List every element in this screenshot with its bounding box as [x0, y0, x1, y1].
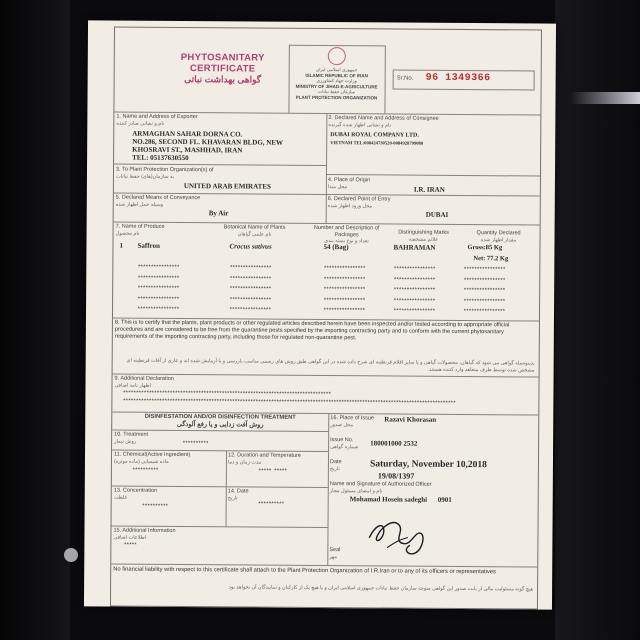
conveyance-label-fa: وسیله حمل اظهار شده [115, 201, 164, 208]
filler-cell: **************** [137, 295, 179, 303]
treatment-date-value: ********** [257, 500, 284, 508]
consignee-line: DUBAI ROYAL COMPANY LTD. [330, 132, 419, 139]
additional-info-label-fa: اطلاعات اضافی [113, 534, 147, 541]
seal-label-fa: مهر [329, 554, 338, 561]
authority-fa-org: سازمان حفظ نباتات [317, 88, 356, 95]
exporter-line: ARMAGHAN SAHAR DORNA CO. [132, 129, 243, 139]
officer-name: Mohamad Hosein sadeghi [349, 495, 428, 504]
ppo-label-fa: به سازمان(های) حفظ نباتات [115, 173, 175, 180]
ppo-value: UNITED ARAB EMIRATES [183, 182, 271, 191]
issue-no-label-fa: شماره گواهی [330, 444, 359, 451]
filler-cell: **************** [463, 307, 505, 316]
header-text-fa: مقدار اظهار شده [480, 236, 517, 243]
filler-cell: **************** [393, 286, 435, 294]
filler-cell: **************** [137, 284, 179, 293]
filler-cell: **************** [229, 264, 271, 272]
header-text: Botanical Name of Plants [223, 224, 286, 231]
filler-cell: **************** [229, 306, 271, 314]
place-of-issue: Razavi Khorasan [384, 415, 437, 424]
chemical-label: 11. Chemical(Active Ingredient) [113, 451, 191, 459]
filler-cell: **************** [393, 297, 435, 305]
header-text: Distinguishing Marks [398, 229, 449, 236]
exporter-address [132, 130, 283, 163]
issue-date-label-fa: تاریخ [329, 466, 340, 473]
duration-label-fa: مدت زمان و دما [227, 459, 262, 466]
certificate-title [167, 52, 279, 86]
consignee-label-fa: نام و نشانی اظهار شده گیرنده [328, 122, 391, 129]
issue-number: 180001000 2532 [370, 439, 418, 448]
produce-header-quantity [460, 230, 538, 243]
additional-info-value: ***** [123, 541, 137, 549]
title-en: PHYTOSANITARY CERTIFICATE [180, 52, 265, 75]
produce-header-botanical [210, 224, 300, 237]
consignee-address [330, 131, 423, 148]
place-of-issue-label: 16. Place of Issue [330, 415, 375, 422]
conveyance-label: 5. Declared Means of Conveyance [115, 194, 201, 202]
exporter-label: 1. Name and Address of Exporter [116, 113, 198, 121]
issue-no-label: Issue No. [330, 437, 354, 444]
officer-label: Name and Signature of Authorized Officer [329, 481, 432, 488]
duration-label: 12. Duration and Temperature [227, 452, 302, 459]
entry-label-fa: محل ورود اظهار شده [327, 203, 373, 210]
authority-fa-ministry: وزارت جهاد کشاورزی [316, 77, 357, 84]
exporter-line: KHOSRAVI ST., MASHHAD, IRAN [132, 145, 243, 155]
header-text: 7. Name of Produce [115, 223, 165, 230]
header-text-fa: نام علمی گیاهان [237, 230, 272, 238]
produce-header-packages [307, 225, 385, 245]
row-number: 1 [119, 241, 124, 250]
header-text-fa: نام محصول [115, 230, 140, 237]
filler-cell: **************** [463, 276, 505, 284]
treatment-label: 10. Treatment [114, 431, 149, 438]
light-glare [570, 92, 640, 104]
filler-cell: **************** [229, 295, 271, 304]
packages-value: 54 (Bag) [323, 243, 349, 252]
treatment-date-label: 14. Date [227, 488, 249, 495]
certificate-frame [110, 27, 542, 610]
produce-header-name [116, 224, 200, 237]
authority-fa-top: جمهوری اسلامی ایران [315, 66, 358, 73]
botanical-name: Crocus sativus [229, 242, 272, 251]
concentration-value: ********** [141, 502, 168, 510]
treatment-value: ********** [182, 440, 209, 448]
light-glare-small [64, 548, 78, 562]
treatment-date-label-fa: تاریخ [227, 495, 238, 502]
consignee-line: VIETNAM TEL:008424730520-0084928799080 [330, 140, 424, 146]
filler-cell: **************** [137, 263, 179, 272]
filler-cell: **************** [393, 307, 435, 315]
filler-cell: **************** [393, 265, 435, 273]
filler-row [117, 264, 539, 275]
origin-label-fa: محل مبدا [327, 184, 348, 191]
certification-statement [115, 320, 535, 345]
treatment-title-block [112, 414, 328, 430]
exporter-line: NO.286, SECOND FL. KHAVARAN BLDG, NEW [132, 137, 284, 147]
treatment-title-fa: روش آفت زدایی و یا رفع آلودگی [176, 421, 264, 429]
issue-date-persian: 19/08/1397 [377, 471, 415, 481]
chemical-label-fa: ماده شیمیایی (ماده موثره) [113, 458, 169, 465]
duration-value: ***** ***** [257, 467, 287, 475]
filler-cell: **************** [463, 265, 505, 274]
background-left [0, 0, 70, 640]
header-text-fa: علائم مشخصه [408, 236, 439, 243]
filler-cell: **************** [323, 265, 365, 273]
consignee-label: 2. Declared Name and Address of Consignee [328, 115, 439, 122]
entry-label: 6. Declared Point of Entry [327, 196, 391, 203]
serial-label: Sr.No. [396, 75, 414, 82]
liability-disclaimer: No financial liability with respect to this certificate shall attach to the Plant Protection Organization of I.R.Iran or to any of its officers or representatives [113, 566, 496, 576]
origin-value: I.R. IRAN [413, 185, 445, 194]
produce-header-marks [392, 229, 456, 242]
header-text: Number and Description of Packages [313, 224, 380, 238]
serial-box [393, 70, 535, 91]
filler-cell: **************** [229, 285, 271, 293]
authority-org: PLANT PROTECTION ORGANIZATION [295, 94, 378, 101]
concentration-label: 13. Concentration [113, 487, 158, 494]
title-fa: گواهی بهداشت نباتی [184, 74, 262, 85]
certificate-paper [84, 20, 556, 609]
treatment-label-fa: روش تیمار [114, 438, 137, 445]
filler-cell: **************** [393, 276, 435, 284]
serial-number: 96 1349366 [425, 72, 491, 85]
filler-cell: **************** [323, 275, 365, 283]
marks-value: BAHRAMAN [393, 243, 436, 252]
header-text: Quantity Declared [476, 230, 521, 237]
produce-row [117, 242, 539, 255]
cert-text: This is to certify that the plants, plant products or other regulated articles described herein have been inspected and/or tested according to appropriate official procedures and are considered to be free from the quarantine pests specified by the importing contracting party and to conform with the current phytosanitary requirements of the importing contracting party, including those for regulated non-quarantine pest. [114, 319, 510, 342]
filler-cell: **************** [229, 274, 271, 283]
iran-emblem-icon [328, 47, 346, 65]
authority-ministry: MINISTRY OF JIHAD-E-AGRICULTURE [295, 83, 378, 90]
additional-declaration-label-fa: اظهار نامه اضافی [114, 382, 151, 389]
authority-republic: ISLAMIC REPUBLIC OF IRAN [305, 72, 368, 79]
filler-cell: **************** [463, 286, 505, 295]
additional-info-label: 15. Additional Information [113, 527, 176, 534]
exporter-label-fa: نام و نشانی صادر کننده [116, 120, 165, 127]
gross-weight: Gross:85 Kg [467, 244, 503, 252]
chemical-value: ********** [131, 466, 158, 474]
ppo-label: 3. To Plant Protection Organization(s) of [115, 166, 214, 174]
seal-label: Seal [329, 547, 341, 554]
filler-cell: **************** [137, 305, 179, 314]
officer-signature [363, 507, 433, 557]
produce-name: Saffron [137, 241, 160, 250]
issue-date: Saturday, November 10,2018 [369, 459, 487, 471]
officer-label-fa: نام و امضای مسئول مجاز [329, 488, 383, 495]
declaration-filler: ******************************************************************************************************************************** [122, 397, 456, 407]
header-text-fa: تعداد و نوع بسته بندی [324, 238, 369, 245]
filler-row [117, 274, 539, 285]
filler-row [117, 306, 539, 317]
exporter-line: TEL: 05137630550 [132, 153, 189, 163]
cert-number: 8. [114, 319, 120, 326]
filler-cell: **************** [323, 286, 365, 294]
place-of-issue-label-fa: محل صدور [330, 422, 354, 429]
declaration-filler: ******************************************************************************** [122, 389, 331, 399]
filler-cell: **************** [323, 307, 365, 315]
filler-cell: **************** [137, 274, 179, 282]
filler-cell: **************** [323, 296, 365, 304]
officer-code: 0901 [437, 495, 452, 504]
origin-label: 4. Place of Origin [327, 177, 371, 184]
conveyance-value: By Air [208, 209, 229, 218]
entry-value: DUBAI [425, 210, 449, 219]
cert-text-fa: بدینوسیله گواهی می شود که گیاهان، محصولات گیاهی و یا سایر اقلام قرنطینه ای شرح داده شده در این گواهی طبق روش های رسمی مناسب بازرسی و یا آزمایش شده اند و عاری از آفات قرنطینه ای مشخص شده توسط طرف متعاهد وارد کننده هستند. [126, 357, 535, 374]
liability-disclaimer-fa: هیچ گونه مسئولیت مالی از بابت صدور این گواهی متوجه سازمان حفظ نباتات جمهوری اسلامی ایران و یا هیچ یک از کارکنان و نمایندگان آن نخواهد بود [228, 584, 534, 593]
issue-date-label: Date [329, 459, 342, 466]
filler-row [117, 285, 539, 296]
filler-row [117, 295, 539, 306]
filler-cell: **************** [463, 297, 505, 305]
additional-declaration-label: 9. Additional Declaration [114, 375, 174, 382]
issuing-authority [291, 47, 383, 101]
treatment-title: DISINFESTATION AND/OR DISINFECTION TREATMENT [144, 413, 296, 421]
concentration-label-fa: غلظت [113, 494, 128, 501]
net-weight: Net: 77.2 Kg [473, 255, 509, 263]
